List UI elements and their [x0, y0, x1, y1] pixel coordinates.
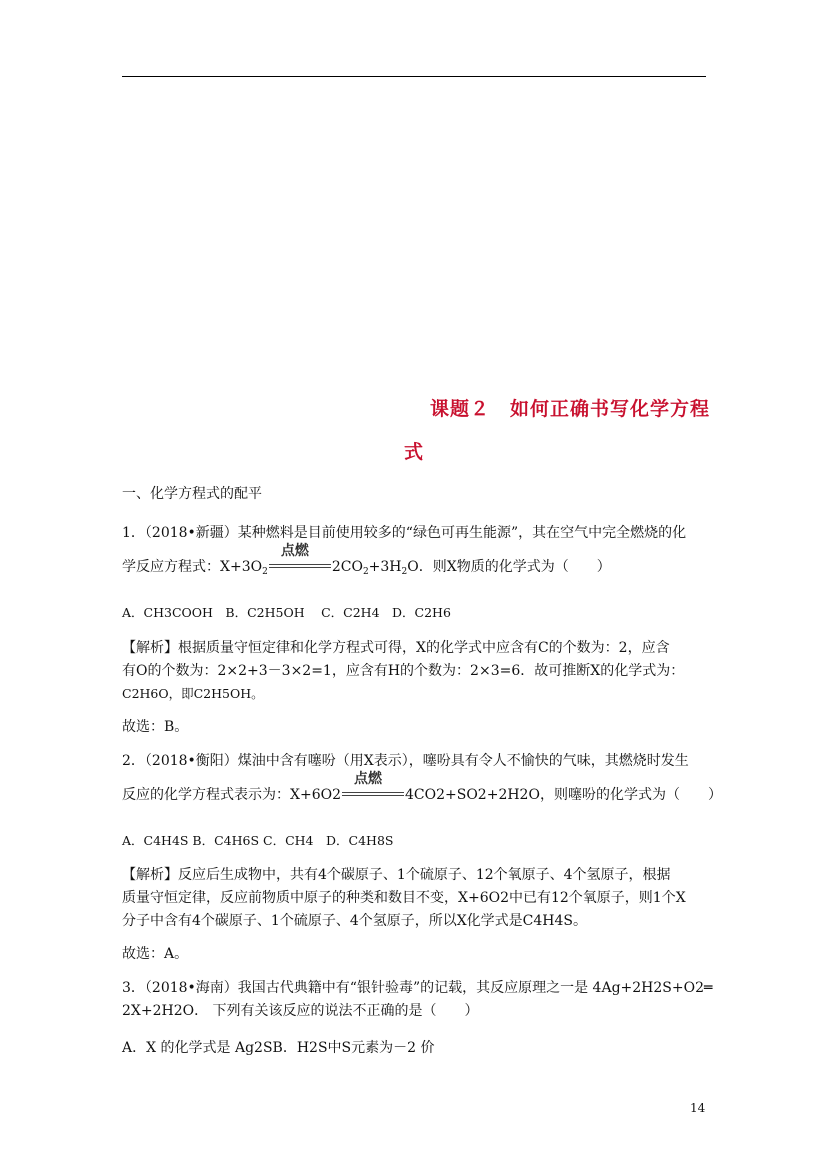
title-line-2: 式	[404, 441, 424, 463]
page-number: 14	[690, 1101, 706, 1115]
q2-reaction-arrow: 点燃	[342, 785, 404, 801]
q2-options: A．C4H4S B．C4H6S C．CH4 D．C4H8S	[122, 833, 394, 848]
q3-stem-line1: 3．（2018•海南）我国古代典籍中有“银针验毒”的记载，其反应原理之一是 4Ag+2H2S+O2═	[122, 980, 713, 996]
q2-stem-line1: 2．（2018•衡阳）煤油中含有噻吩（用X表示），噻吩具有令人不愉快的气味，其燃烧时发生	[122, 753, 689, 769]
q3-stem-line2: 2X+2H2O． 下列有关该反应的说法不正确的是（ ）	[122, 1003, 479, 1019]
q1-analysis-line2: 有O的个数为：2×2+3－3×2=1，应含有H的个数为：2×3=6．故可推断X的化学式为：	[122, 663, 685, 679]
title-line-1: 课题２ 如何正确书写化学方程	[430, 398, 711, 420]
q1-stem-line2: 学反应方程式：$X+3O_2$ 点燃 $2CO_2+3H_2O$．则X物质的化学式为（ ）	[122, 543, 611, 577]
q2-analysis-line1: 【解析】反应后生成物中，共有4个碳原子、1个硫原子、12个氧原子、4个氢原子，根据	[122, 867, 671, 883]
q1-stem-line1: 1．（2018•新疆）某种燃料是目前使用较多的“绿色可再生能源”，其在空气中完全燃烧的化	[122, 525, 687, 541]
q1-answer: 故选：B。	[122, 719, 189, 735]
q1-analysis-line3: C2H6O，即C2H5OH。	[122, 686, 264, 701]
q1-options: A．CH3COOH B．C2H5OH C．C2H4 D．C2H6	[122, 605, 451, 620]
q2-analysis-line3: 分子中含有4个碳原子、1个硫原子、4个氢原子，所以X化学式是C4H4S。	[122, 913, 588, 929]
q1-reaction-arrow: 点燃	[269, 557, 331, 573]
q3-option-a: A．X 的化学式是 Ag2SB．H2S中S元素为－2 价	[122, 1040, 435, 1056]
q2-answer: 故选：A。	[122, 946, 189, 962]
q1-analysis-line1: 【解析】根据质量守恒定律和化学方程式可得，X的化学式中应含有C的个数为：2，应含	[122, 640, 670, 656]
header-rule	[122, 76, 706, 77]
q2-analysis-line2: 质量守恒定律，反应前物质中原子的种类和数目不变，X+6O2中已有12个氧原子，则1个X	[122, 890, 686, 906]
section-heading: 一、化学方程式的配平	[122, 486, 262, 502]
q2-stem-line2: 反应的化学方程式表示为：X+6O2 点燃 4CO2+SO2+2H2O，则噻吩的化学式为（ ）	[122, 771, 722, 803]
